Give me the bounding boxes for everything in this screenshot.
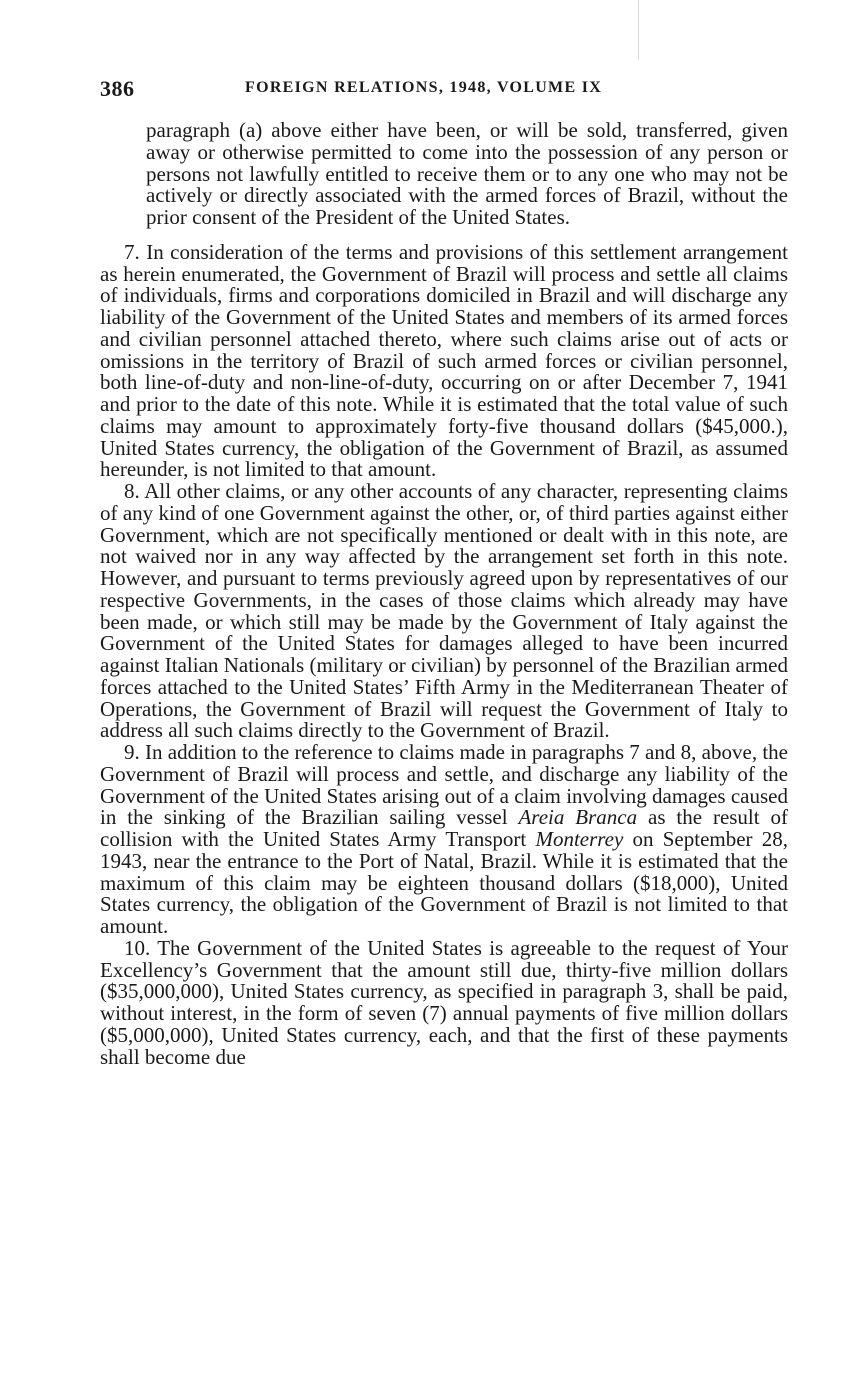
vessel-name: Areia Branca bbox=[518, 805, 638, 830]
scan-gutter-mark bbox=[638, 0, 639, 60]
paragraph-9-text-middle: as the result of collision with the United States Army Transport bbox=[100, 805, 789, 851]
transport-name: Monterrey bbox=[535, 827, 624, 851]
paragraph-10: 10. The Government of the United States is agreeable to the request of Your Excellency’s Government that the amount still due, thirty-five million dollars ($35,000,000), United States currency, as specified in paragraph 3, shall be paid, without interest, in the form of seven (7) annual payments of five million dollars ($5,000,000), United States currency, each, and that the first of these payments shall become due bbox=[100, 935, 788, 1069]
page-number: 386 bbox=[100, 76, 135, 101]
running-title: FOREIGN RELATIONS, 1948, VOLUME IX bbox=[245, 79, 603, 96]
document-body bbox=[100, 120, 788, 1068]
paragraph-7: 7. In consideration of the terms and provisions of this settlement arrangement as herein enumerated, the Government of Brazil will process and settle all claims of individuals, firms and corporations domiciled in Brazil and will discharge any liability of the Government of the United States and members of its armed forces and civilian personnel attached thereto, where such claims arise out of acts or omissions in the territory of Brazil of such armed forces or civilian personnel, both line-of-duty and non-line-of-duty, occurring on or after December 7, 1941 and prior to the date of this note. While it is estimated that the total value of such claims may amount to approximately forty-five thousand dollars ($45,000.), United States currency, the obligation of the Government of Brazil, as assumed hereunder, is not limited to that amount. bbox=[100, 239, 788, 482]
running-header bbox=[100, 76, 790, 102]
paragraph-9 bbox=[100, 742, 788, 938]
paragraph-9-text-start: 9. In addition to the reference to claims made in paragraphs 7 and 8, above, the Government of Brazil will process and settle, and discharge any liability of the Government of the United States arising out of a claim involving damages caused in the sinking of the Brazilian sailing vessel bbox=[100, 740, 788, 830]
paragraph-continued: paragraph (a) above either have been, or will be sold, transferred, given away or otherwise permitted to come into the possession of any person or persons not lawfully entitled to receive them or to any one who may not be actively or directly associated with the armed forces of Brazil, without the prior consent of the President of the United States. bbox=[146, 118, 788, 229]
paragraph-8: 8. All other claims, or any other accounts of any character, representing claims of any kind of one Government against the other, or, of third parties against either Government, which are not specifically mentioned or dealt with in this note, are not waived nor in any way affected by the arrangement set forth in this note. However, and pursuant to terms previously agreed upon by representatives of our respective Governments, in the cases of those claims which already may have been made, or which still may be made by the Government of Italy against the Government of the United States for damages alleged to have been incurred against Italian Nationals (military or civilian) by personnel of the Brazilian armed forces attached to the United States’ Fifth Army in the Mediterranean Theater of Operations, the Government of Brazil will request the Government of Italy to address all such claims directly to the Government of Brazil. bbox=[100, 479, 788, 743]
paragraph-9-text-end: on September 28, 1943, near the entrance to the Port of Natal, Brazil. While it is estimated that the maximum of this claim may be eighteen thousand dollars ($18,000), United States currency, the obligation of the Government of Brazil is not limited to that amount. bbox=[100, 827, 788, 938]
